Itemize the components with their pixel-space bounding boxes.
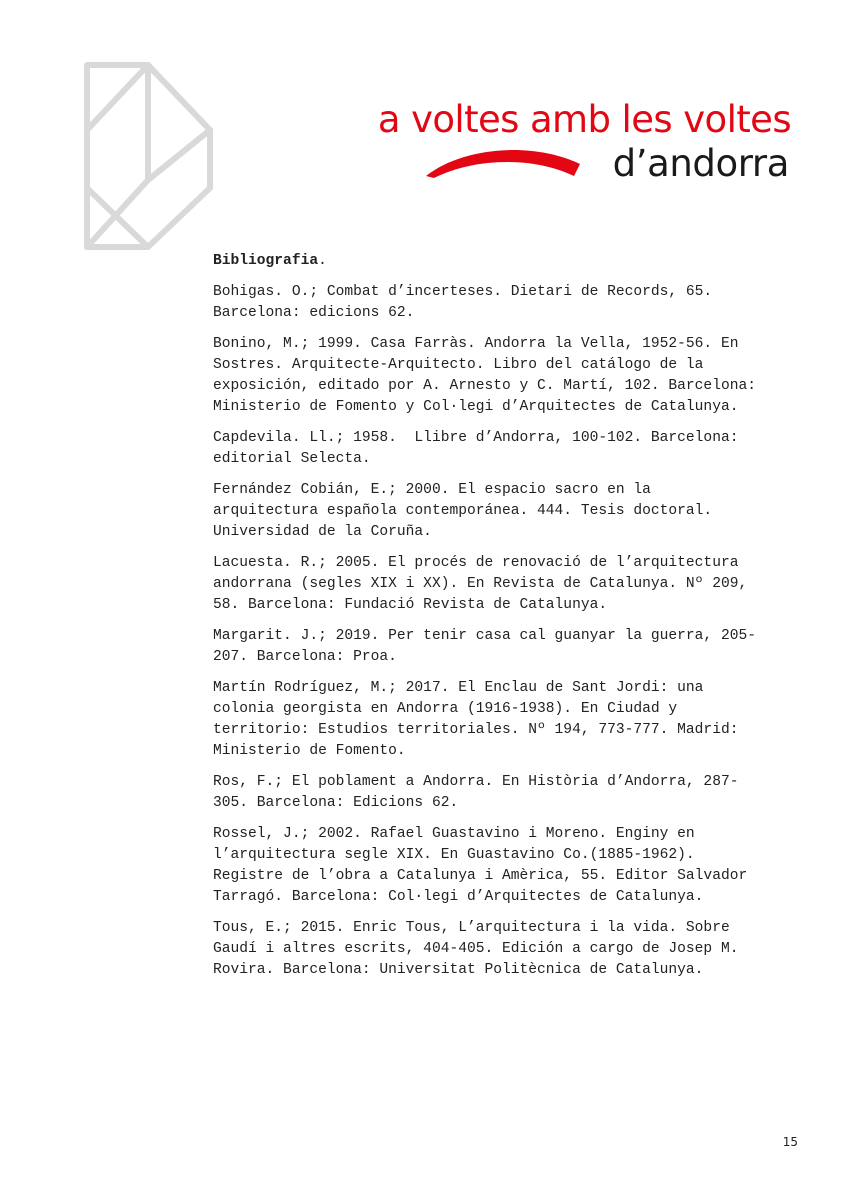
reference-entry — [213, 918, 813, 981]
reference-line: 305. Barcelona: Edicions 62. — [213, 795, 459, 811]
reference-line: Sostres. Arquitecte-Arquitecto. Libro del catálogo de la — [213, 357, 704, 373]
reference-line: Margarit. J.; 2019. Per tenir casa cal guanyar la guerra, 205- — [213, 628, 756, 644]
reference-line: Rovira. Barcelona: Universitat Politècnica de Catalunya. — [213, 962, 704, 978]
reference-entry — [213, 334, 813, 418]
reference-line: Ministerio de Fomento. — [213, 743, 406, 759]
reference-line: andorrana (segles XIX i XX). En Revista de Catalunya. Nº 209, — [213, 576, 748, 592]
reference-entry — [213, 282, 813, 324]
reference-line: editorial Selecta. — [213, 451, 371, 467]
reference-line: Gaudí i altres escrits, 404-405. Edición a cargo de Josep M. — [213, 941, 739, 957]
page-number: 15 — [782, 1135, 798, 1149]
reference-line: Capdevila. Ll.; 1958. Llibre d’Andorra, 100-102. Barcelona: — [213, 430, 739, 446]
reference-line: Tarragó. Barcelona: Col·legi d’Arquitectes de Catalunya. — [213, 889, 704, 905]
red-arc-swoosh-icon — [424, 142, 584, 180]
reference-line: territorio: Estudios territoriales. Nº 194, 773-777. Madrid: — [213, 722, 739, 738]
reference-entry — [213, 553, 813, 616]
brand-title: a voltes amb les voltes — [377, 98, 791, 141]
reference-line: arquitectura española contemporánea. 444. Tesis doctoral. — [213, 503, 713, 519]
reference-line: Universidad de la Coruña. — [213, 524, 432, 540]
reference-line: Bohigas. O.; Combat d’incerteses. Dietari de Records, 65. — [213, 284, 713, 300]
section-heading — [213, 251, 813, 272]
reference-entry — [213, 428, 813, 470]
reference-entry — [213, 678, 813, 762]
folded-d-outline-icon — [82, 60, 214, 252]
section-title: Bibliografia — [213, 253, 319, 269]
brand-logo — [340, 98, 795, 198]
reference-line: 58. Barcelona: Fundació Revista de Catalunya. — [213, 597, 608, 613]
reference-line: Martín Rodríguez, M.; 2017. El Enclau de Sant Jordi: una — [213, 680, 704, 696]
reference-line: colonia georgista en Andorra (1916-1938). En Ciudad y — [213, 701, 678, 717]
reference-line: Lacuesta. R.; 2005. El procés de renovació de l’arquitectura — [213, 555, 739, 571]
section-title-period: . — [318, 253, 327, 269]
reference-list — [213, 282, 813, 981]
reference-line: Tous, E.; 2015. Enric Tous, L’arquitectura i la vida. Sobre — [213, 920, 730, 936]
reference-line: Rossel, J.; 2002. Rafael Guastavino i Moreno. Enginy en — [213, 826, 695, 842]
reference-line: Registre de l’obra a Catalunya i Amèrica, 55. Editor Salvador — [213, 868, 748, 884]
reference-line: l’arquitectura segle XIX. En Guastavino Co.(1885-1962). — [213, 847, 695, 863]
reference-line: Barcelona: edicions 62. — [213, 305, 415, 321]
reference-line: Bonino, M.; 1999. Casa Farràs. Andorra la Vella, 1952-56. En — [213, 336, 739, 352]
reference-line: 207. Barcelona: Proa. — [213, 649, 397, 665]
bibliography-section — [213, 251, 813, 991]
reference-entry — [213, 824, 813, 908]
reference-line: Ros, F.; El poblament a Andorra. En Història d’Andorra, 287- — [213, 774, 739, 790]
brand-subtitle: d’andorra — [612, 142, 789, 185]
reference-entry — [213, 480, 813, 543]
reference-line: exposición, editado por A. Arnesto y C. Martí, 102. Barcelona: — [213, 378, 756, 394]
reference-entry — [213, 626, 813, 668]
reference-line: Fernández Cobián, E.; 2000. El espacio sacro en la — [213, 482, 651, 498]
reference-line: Ministerio de Fomento y Col·legi d’Arquitectes de Catalunya. — [213, 399, 739, 415]
reference-entry — [213, 772, 813, 814]
